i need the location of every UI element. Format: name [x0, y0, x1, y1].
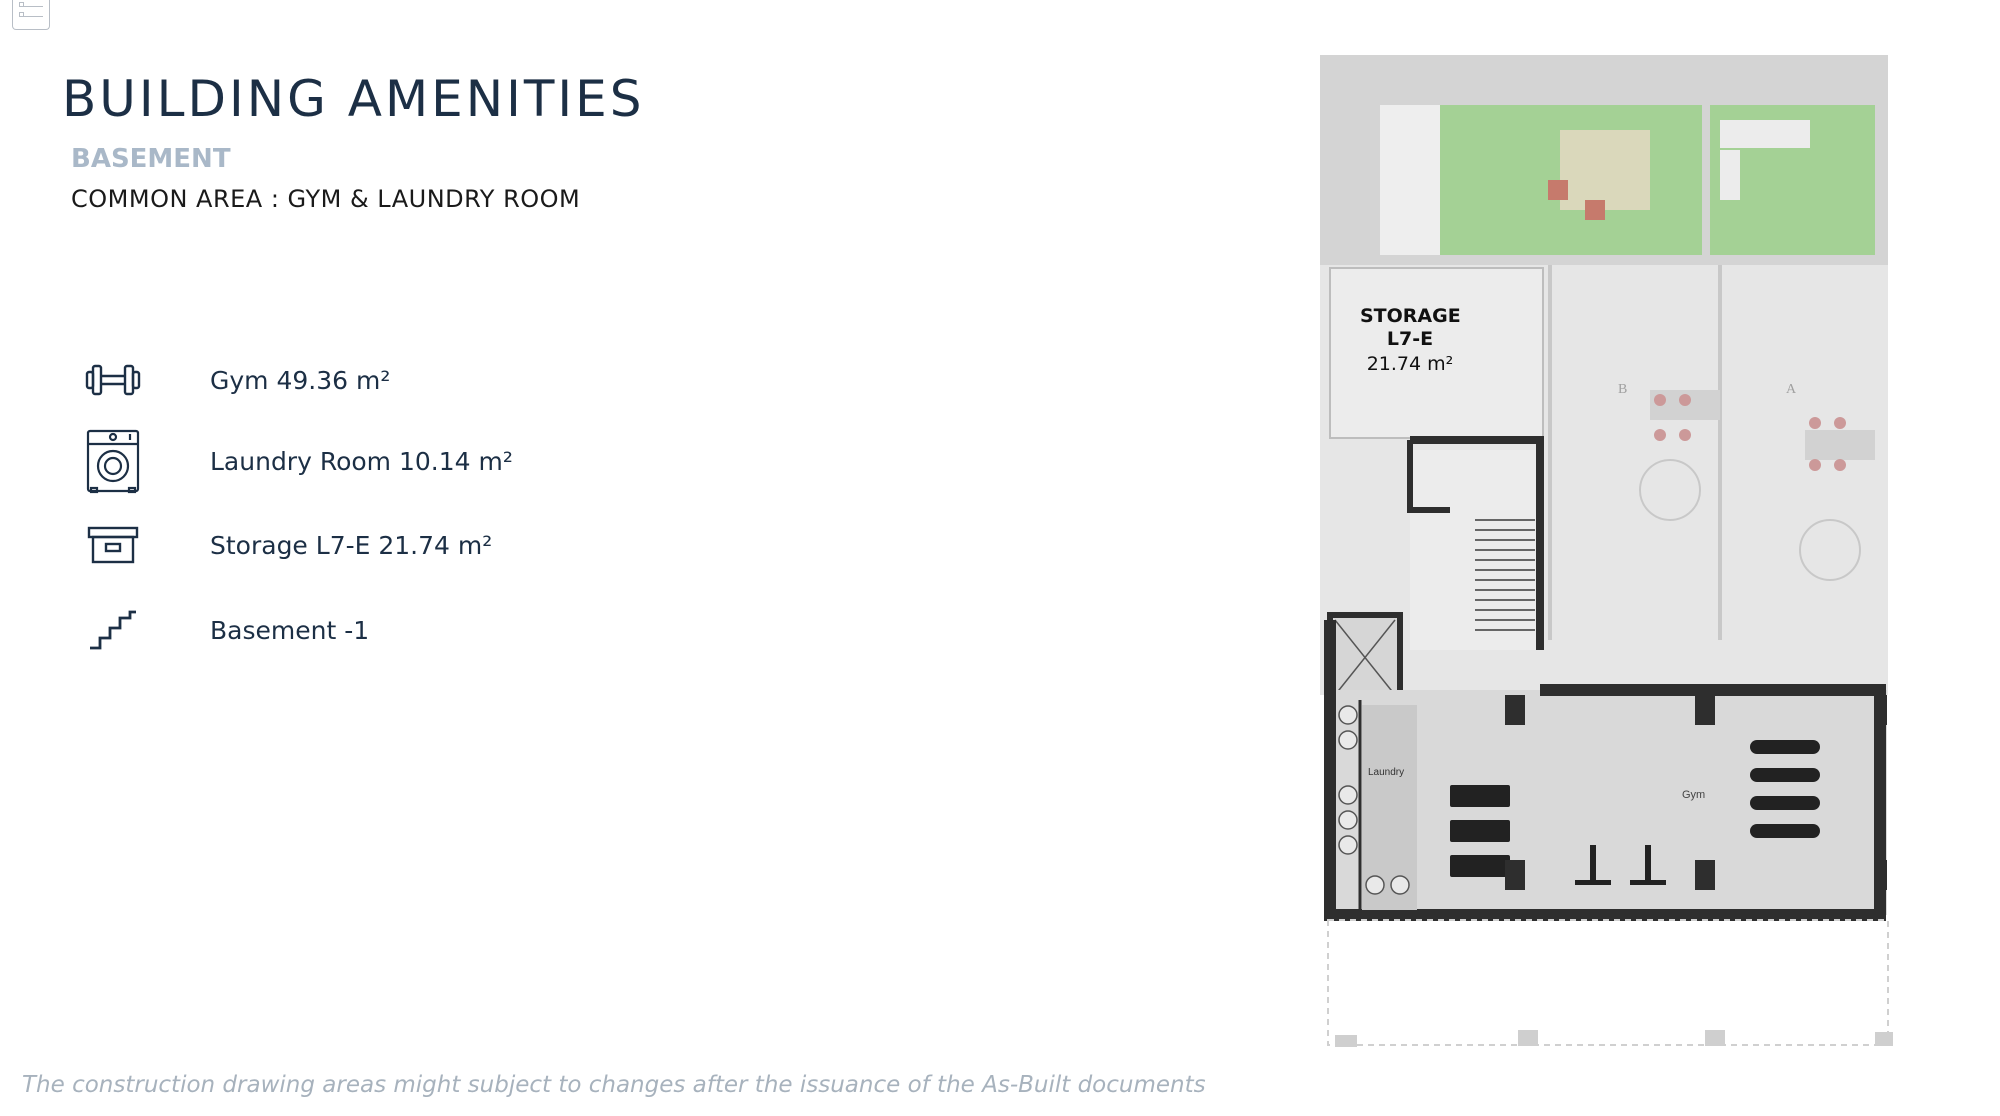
amenity-laundry — [78, 426, 513, 496]
common-area-label: COMMON AREA : GYM & LAUNDRY ROOM — [71, 185, 581, 213]
amenity-label: Gym 49.36 m² — [210, 365, 391, 395]
section-subtitle: BASEMENT — [71, 144, 231, 174]
page-title: BUILDING AMENITIES — [62, 70, 645, 128]
dumbbell-icon — [78, 345, 148, 415]
washing-machine-icon — [78, 426, 148, 496]
gym-label: Gym — [1682, 789, 1706, 801]
storage-room-label — [1360, 305, 1460, 377]
laundry-label: Laundry — [1368, 767, 1405, 778]
storage-code: L7-E — [1386, 328, 1434, 350]
unit-b-label: B — [1618, 382, 1628, 397]
storage-title: STORAGE — [1360, 305, 1461, 327]
stairs-icon — [78, 595, 148, 665]
amenity-basement — [78, 595, 370, 665]
unit-a-label: A — [1786, 382, 1797, 397]
basement-floor-plan — [1300, 50, 1900, 1060]
disclaimer-footnote: The construction drawing areas might subject to changes after the issuance of the As-Built documents — [22, 1072, 1206, 1098]
storage-area: 21.74 m² — [1366, 353, 1454, 375]
storage-box-icon — [78, 510, 148, 580]
amenity-label: Laundry Room 10.14 m² — [210, 446, 513, 476]
amenity-label: Storage L7-E 21.74 m² — [210, 530, 493, 560]
amenity-label: Basement -1 — [210, 615, 370, 645]
table-of-contents-icon[interactable] — [12, 0, 50, 30]
amenity-storage — [78, 510, 493, 580]
amenity-gym — [78, 345, 391, 415]
